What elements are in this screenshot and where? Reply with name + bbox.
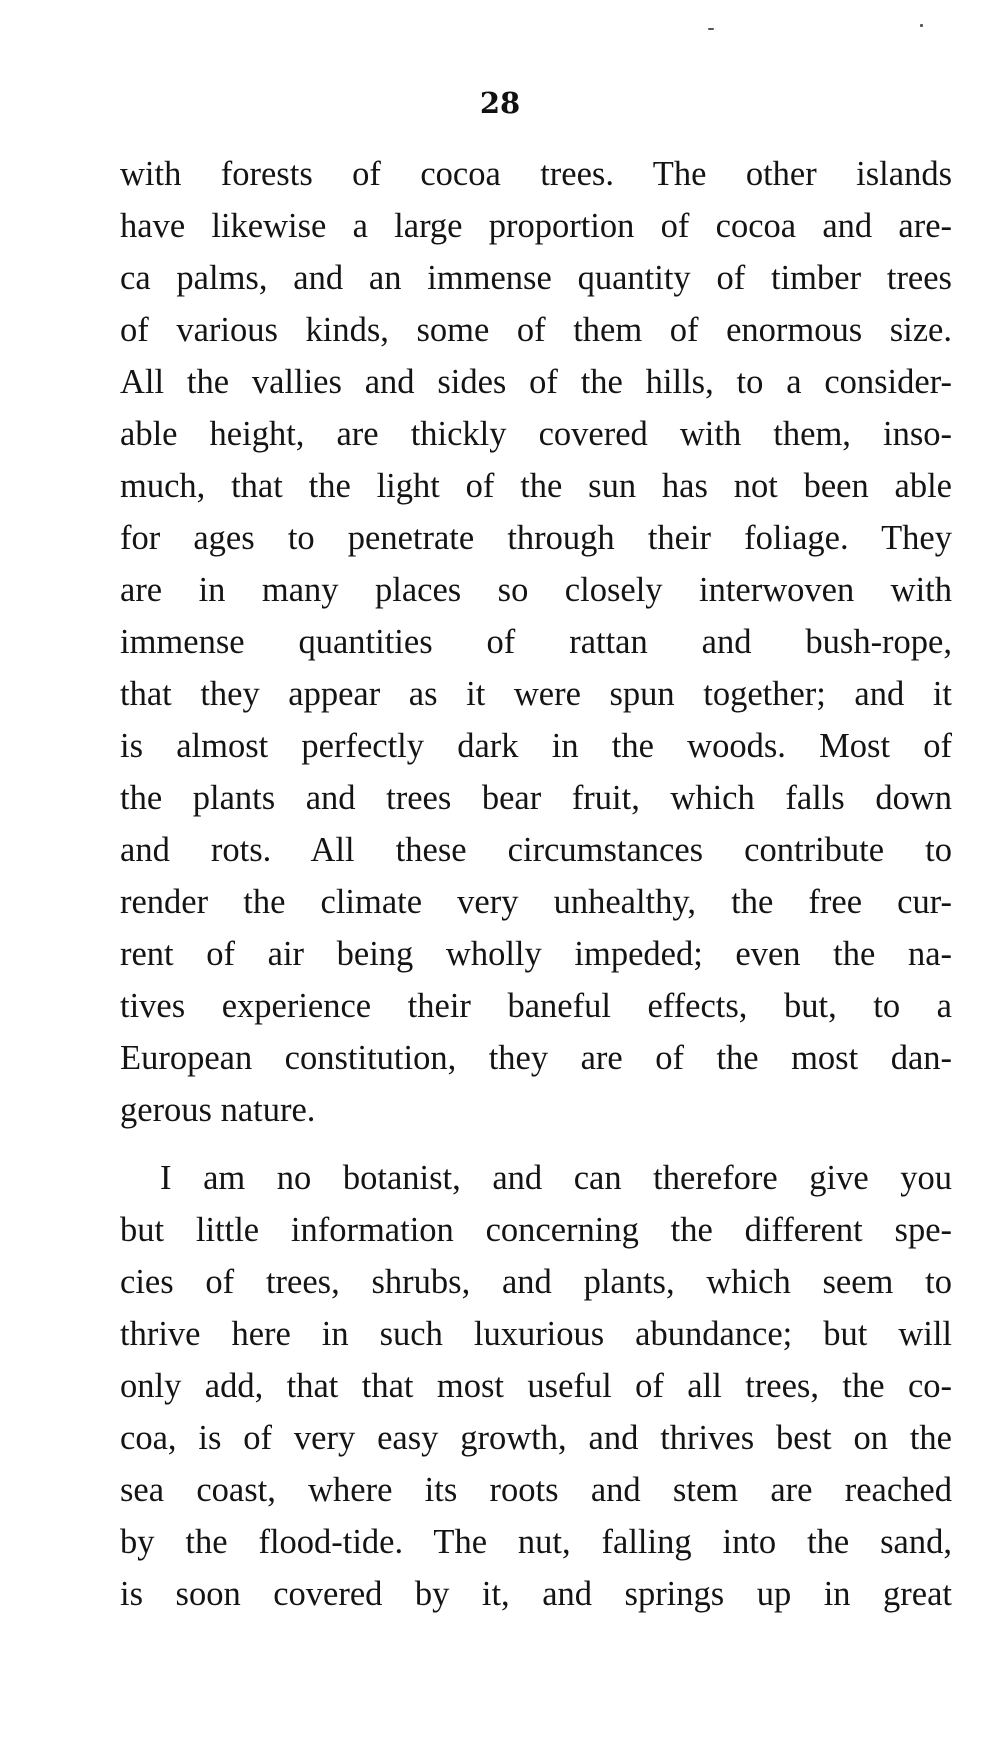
paragraph bbox=[120, 148, 952, 1136]
text-line: but little information concerning the different spe- bbox=[120, 1211, 952, 1249]
text-line: are in many places so closely interwoven with bbox=[120, 571, 952, 609]
text-line: European constitution, they are of the most dan- bbox=[120, 1039, 952, 1077]
text-line: rent of air being wholly impeded; even the na- bbox=[120, 935, 952, 973]
body-text bbox=[120, 148, 952, 1620]
text-line: that they appear as it were spun together; and it bbox=[120, 675, 952, 713]
text-line: tives experience their baneful effects, but, to a bbox=[120, 987, 952, 1025]
text-line: by the flood-tide. The nut, falling into the sand, bbox=[120, 1523, 952, 1561]
page-number: 28 bbox=[479, 86, 521, 120]
text-line: only add, that that most useful of all trees, the co- bbox=[120, 1367, 952, 1405]
text-line: sea coast, where its roots and stem are reached bbox=[120, 1471, 952, 1509]
text-line: ca palms, and an immense quantity of timber trees bbox=[120, 259, 952, 297]
text-line: of various kinds, some of them of enormous size. bbox=[120, 311, 952, 349]
text-line: thrive here in such luxurious abundance; but will bbox=[120, 1315, 952, 1353]
text-line: is almost perfectly dark in the woods. Most of bbox=[120, 727, 952, 765]
text-line: the plants and trees bear fruit, which falls down bbox=[120, 779, 952, 817]
paragraph bbox=[120, 1152, 952, 1620]
text-line: have likewise a large proportion of cocoa and are- bbox=[120, 207, 952, 245]
scan-speck bbox=[708, 28, 714, 30]
text-line: cies of trees, shrubs, and plants, which seem to bbox=[120, 1263, 952, 1301]
text-line: gerous nature. bbox=[120, 1091, 316, 1129]
text-line: for ages to penetrate through their foliage. They bbox=[120, 519, 952, 557]
text-line: coa, is of very easy growth, and thrives best on the bbox=[120, 1419, 952, 1457]
text-line: able height, are thickly covered with them, inso- bbox=[120, 415, 952, 453]
paragraph-gap bbox=[120, 1136, 952, 1152]
text-line: is soon covered by it, and springs up in great bbox=[120, 1575, 952, 1613]
text-line: with forests of cocoa trees. The other islands bbox=[120, 155, 952, 193]
text-line: I am no botanist, and can therefore give you bbox=[160, 1159, 952, 1197]
text-line: immense quantities of rattan and bush-rope, bbox=[120, 623, 952, 661]
text-line: All the vallies and sides of the hills, to a consider- bbox=[120, 363, 952, 401]
scan-speck bbox=[920, 24, 923, 27]
text-line: much, that the light of the sun has not been able bbox=[120, 467, 952, 505]
text-line: and rots. All these circumstances contribute to bbox=[120, 831, 952, 869]
text-line: render the climate very unhealthy, the free cur- bbox=[120, 883, 952, 921]
